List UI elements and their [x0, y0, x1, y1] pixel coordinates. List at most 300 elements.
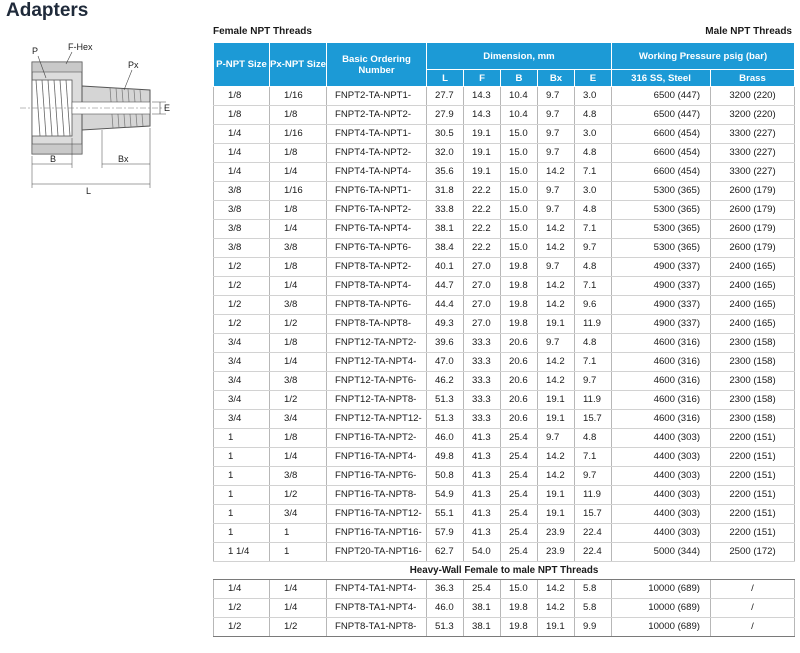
cell-dim-f: 33.3 — [464, 353, 501, 372]
cell-dim-e: 11.9 — [575, 315, 612, 334]
cell-pressure-brass: 2400 (165) — [711, 315, 795, 334]
cell-pressure-steel: 6600 (454) — [612, 144, 711, 163]
cell-ordering-number: FNPT16-TA-NPT2- — [327, 429, 427, 448]
table-row — [214, 429, 795, 448]
cell-pressure-steel: 6600 (454) — [612, 125, 711, 144]
cell-pressure-brass: 2300 (158) — [711, 334, 795, 353]
cell-dim-f: 33.3 — [464, 334, 501, 353]
cell-p-npt: 3/8 — [214, 220, 270, 239]
table-row — [214, 353, 795, 372]
cell-dim-bx: 14.2 — [538, 220, 575, 239]
cell-pressure-steel: 6500 (447) — [612, 87, 711, 106]
cell-dim-e: 9.7 — [575, 239, 612, 258]
table-row — [214, 87, 795, 106]
cell-dim-bx: 14.2 — [538, 353, 575, 372]
cell-pressure-brass: / — [711, 580, 795, 599]
cell-p-npt: 1/2 — [214, 599, 270, 618]
cell-pressure-steel: 10000 (689) — [612, 599, 711, 618]
cell-dim-l: 55.1 — [427, 505, 464, 524]
cell-ordering-number: FNPT8-TA1-NPT8- — [327, 618, 427, 637]
cell-dim-l: 51.3 — [427, 618, 464, 637]
cell-dim-e: 5.8 — [575, 580, 612, 599]
cell-dim-l: 30.5 — [427, 125, 464, 144]
label-bx: Bx — [118, 154, 129, 164]
cell-dim-l: 44.4 — [427, 296, 464, 315]
cell-dim-e: 9.7 — [575, 372, 612, 391]
cell-dim-e: 4.8 — [575, 334, 612, 353]
cell-dim-f: 54.0 — [464, 543, 501, 562]
cell-dim-bx: 14.2 — [538, 467, 575, 486]
cell-dim-b: 19.8 — [501, 315, 538, 334]
cell-p-npt: 3/8 — [214, 239, 270, 258]
cell-dim-f: 41.3 — [464, 505, 501, 524]
cell-dim-b: 25.4 — [501, 429, 538, 448]
adapter-table-container — [213, 22, 794, 637]
cell-px-npt: 3/4 — [270, 410, 327, 429]
cell-dim-l: 27.9 — [427, 106, 464, 125]
cell-dim-b: 15.0 — [501, 163, 538, 182]
cell-ordering-number: FNPT16-TA-NPT8- — [327, 486, 427, 505]
cell-pressure-steel: 5000 (344) — [612, 543, 711, 562]
cell-dim-b: 10.4 — [501, 106, 538, 125]
cell-ordering-number: FNPT8-TA-NPT8- — [327, 315, 427, 334]
cell-ordering-number: FNPT2-TA-NPT2- — [327, 106, 427, 125]
cell-px-npt: 3/8 — [270, 372, 327, 391]
cell-pressure-brass: / — [711, 599, 795, 618]
label-e: E — [164, 103, 171, 113]
cell-dim-b: 20.6 — [501, 391, 538, 410]
cell-p-npt: 1 — [214, 486, 270, 505]
cell-ordering-number: FNPT6-TA-NPT6- — [327, 239, 427, 258]
cell-dim-l: 46.0 — [427, 429, 464, 448]
header-b: B — [501, 70, 538, 87]
cell-pressure-steel: 5300 (365) — [612, 220, 711, 239]
cell-pressure-brass: 2400 (165) — [711, 258, 795, 277]
cell-px-npt: 3/8 — [270, 467, 327, 486]
cell-px-npt: 1/16 — [270, 182, 327, 201]
table-row — [214, 106, 795, 125]
cell-dim-b: 15.0 — [501, 182, 538, 201]
cell-p-npt: 1/2 — [214, 277, 270, 296]
cell-pressure-steel: 6600 (454) — [612, 163, 711, 182]
adapter-table — [213, 42, 795, 637]
cell-dim-b: 20.6 — [501, 372, 538, 391]
cell-ordering-number: FNPT12-TA-NPT2- — [327, 334, 427, 353]
cell-dim-l: 38.4 — [427, 239, 464, 258]
cell-px-npt: 1/2 — [270, 618, 327, 637]
cell-dim-bx: 14.2 — [538, 372, 575, 391]
cell-p-npt: 1/4 — [214, 163, 270, 182]
cell-p-npt: 1/2 — [214, 258, 270, 277]
cell-dim-e: 3.0 — [575, 182, 612, 201]
cell-dim-l: 27.7 — [427, 87, 464, 106]
cell-ordering-number: FNPT2-TA-NPT1- — [327, 87, 427, 106]
cell-pressure-steel: 4900 (337) — [612, 258, 711, 277]
cell-p-npt: 1/4 — [214, 125, 270, 144]
table-row — [214, 144, 795, 163]
cell-dim-l: 49.3 — [427, 315, 464, 334]
cell-ordering-number: FNPT4-TA-NPT4- — [327, 163, 427, 182]
cell-dim-bx: 19.1 — [538, 391, 575, 410]
cell-pressure-brass: 3200 (220) — [711, 106, 795, 125]
label-b: B — [50, 154, 57, 164]
cell-dim-b: 25.4 — [501, 486, 538, 505]
section-title: Heavy-Wall Female to male NPT Threads — [214, 562, 795, 580]
cell-pressure-steel: 4400 (303) — [612, 467, 711, 486]
cell-pressure-steel: 4900 (337) — [612, 315, 711, 334]
cell-px-npt: 3/4 — [270, 505, 327, 524]
cell-dim-f: 19.1 — [464, 144, 501, 163]
caption-male: Male NPT Threads — [705, 26, 792, 37]
cell-dim-f: 14.3 — [464, 106, 501, 125]
cell-dim-b: 15.0 — [501, 580, 538, 599]
cell-px-npt: 1/4 — [270, 220, 327, 239]
label-p: P — [32, 46, 39, 56]
section-header-row — [214, 562, 795, 580]
cell-pressure-steel: 4400 (303) — [612, 448, 711, 467]
cell-pressure-brass: 2600 (179) — [711, 220, 795, 239]
header-l: L — [427, 70, 464, 87]
cell-dim-l: 51.3 — [427, 391, 464, 410]
header-steel: 316 SS, Steel — [612, 70, 711, 87]
cell-dim-b: 19.8 — [501, 618, 538, 637]
cell-dim-bx: 19.1 — [538, 410, 575, 429]
adapter-diagram — [20, 38, 190, 198]
cell-pressure-brass: 2300 (158) — [711, 410, 795, 429]
cell-p-npt: 3/8 — [214, 182, 270, 201]
cell-dim-l: 46.2 — [427, 372, 464, 391]
cell-ordering-number: FNPT4-TA1-NPT4- — [327, 580, 427, 599]
cell-dim-bx: 9.7 — [538, 125, 575, 144]
table-row — [214, 448, 795, 467]
cell-pressure-brass: 2200 (151) — [711, 524, 795, 543]
cell-ordering-number: FNPT4-TA-NPT1- — [327, 125, 427, 144]
cell-dim-bx: 14.2 — [538, 296, 575, 315]
table-row — [214, 524, 795, 543]
table-row — [214, 580, 795, 599]
cell-px-npt: 1/8 — [270, 144, 327, 163]
cell-dim-e: 4.8 — [575, 144, 612, 163]
cell-px-npt: 3/8 — [270, 239, 327, 258]
cell-p-npt: 1 — [214, 467, 270, 486]
table-row — [214, 372, 795, 391]
cell-ordering-number: FNPT16-TA-NPT4- — [327, 448, 427, 467]
cell-dim-f: 38.1 — [464, 599, 501, 618]
cell-dim-b: 20.6 — [501, 334, 538, 353]
cell-dim-e: 11.9 — [575, 486, 612, 505]
cell-dim-f: 27.0 — [464, 296, 501, 315]
table-row — [214, 410, 795, 429]
cell-dim-bx: 9.7 — [538, 87, 575, 106]
cell-px-npt: 1/4 — [270, 599, 327, 618]
cell-dim-b: 19.8 — [501, 258, 538, 277]
cell-dim-f: 33.3 — [464, 391, 501, 410]
cell-pressure-brass: 2300 (158) — [711, 391, 795, 410]
cell-dim-f: 22.2 — [464, 182, 501, 201]
cell-dim-bx: 19.1 — [538, 618, 575, 637]
cell-p-npt: 3/4 — [214, 391, 270, 410]
header-ordering: Basic Ordering Number — [327, 43, 427, 87]
cell-pressure-steel: 4400 (303) — [612, 524, 711, 543]
cell-dim-l: 35.6 — [427, 163, 464, 182]
cell-pressure-brass: 3300 (227) — [711, 125, 795, 144]
cell-dim-bx: 9.7 — [538, 258, 575, 277]
cell-pressure-steel: 4600 (316) — [612, 353, 711, 372]
cell-p-npt: 1 — [214, 429, 270, 448]
cell-dim-bx: 14.2 — [538, 239, 575, 258]
table-row — [214, 391, 795, 410]
cell-dim-bx: 9.7 — [538, 201, 575, 220]
table-row — [214, 486, 795, 505]
cell-pressure-brass: 2500 (172) — [711, 543, 795, 562]
cell-dim-bx: 14.2 — [538, 448, 575, 467]
cell-pressure-brass: 2400 (165) — [711, 277, 795, 296]
table-row — [214, 599, 795, 618]
cell-p-npt: 1/4 — [214, 580, 270, 599]
cell-dim-f: 14.3 — [464, 87, 501, 106]
cell-px-npt: 1/4 — [270, 163, 327, 182]
cell-pressure-steel: 4900 (337) — [612, 296, 711, 315]
cell-dim-bx: 9.7 — [538, 429, 575, 448]
cell-dim-b: 20.6 — [501, 353, 538, 372]
table-row — [214, 618, 795, 637]
cell-dim-b: 20.6 — [501, 410, 538, 429]
cell-dim-l: 49.8 — [427, 448, 464, 467]
cell-pressure-steel: 5300 (365) — [612, 239, 711, 258]
cell-dim-bx: 19.1 — [538, 315, 575, 334]
cell-pressure-brass: 2200 (151) — [711, 448, 795, 467]
cell-dim-e: 4.8 — [575, 258, 612, 277]
cell-dim-f: 41.3 — [464, 467, 501, 486]
cell-px-npt: 1/16 — [270, 125, 327, 144]
cell-pressure-brass: 3300 (227) — [711, 163, 795, 182]
cell-dim-l: 50.8 — [427, 467, 464, 486]
header-brass: Brass — [711, 70, 795, 87]
cell-ordering-number: FNPT8-TA-NPT6- — [327, 296, 427, 315]
cell-dim-e: 9.9 — [575, 618, 612, 637]
cell-dim-e: 5.8 — [575, 599, 612, 618]
cell-pressure-steel: 4400 (303) — [612, 505, 711, 524]
cell-dim-bx: 14.2 — [538, 599, 575, 618]
cell-dim-b: 25.4 — [501, 448, 538, 467]
cell-px-npt: 1/4 — [270, 353, 327, 372]
cell-dim-f: 41.3 — [464, 448, 501, 467]
cell-pressure-brass: 2300 (158) — [711, 372, 795, 391]
cell-pressure-steel: 4600 (316) — [612, 334, 711, 353]
cell-pressure-steel: 4600 (316) — [612, 372, 711, 391]
cell-ordering-number: FNPT16-TA-NPT12- — [327, 505, 427, 524]
cell-dim-b: 15.0 — [501, 144, 538, 163]
cell-dim-e: 22.4 — [575, 543, 612, 562]
cell-dim-bx: 9.7 — [538, 106, 575, 125]
table-row — [214, 543, 795, 562]
cell-dim-l: 51.3 — [427, 410, 464, 429]
cell-ordering-number: FNPT12-TA-NPT8- — [327, 391, 427, 410]
table-row — [214, 334, 795, 353]
cell-p-npt: 3/4 — [214, 410, 270, 429]
cell-dim-e: 7.1 — [575, 448, 612, 467]
cell-pressure-brass: 2600 (179) — [711, 239, 795, 258]
cell-ordering-number: FNPT8-TA-NPT2- — [327, 258, 427, 277]
cell-dim-e: 9.6 — [575, 296, 612, 315]
cell-dim-e: 22.4 — [575, 524, 612, 543]
table-row — [214, 239, 795, 258]
cell-dim-e: 7.1 — [575, 277, 612, 296]
cell-ordering-number: FNPT8-TA-NPT4- — [327, 277, 427, 296]
header-e: E — [575, 70, 612, 87]
table-row — [214, 125, 795, 144]
cell-pressure-brass: 2600 (179) — [711, 182, 795, 201]
cell-pressure-steel: 4900 (337) — [612, 277, 711, 296]
cell-dim-e: 11.9 — [575, 391, 612, 410]
cell-p-npt: 3/4 — [214, 372, 270, 391]
cell-dim-l: 40.1 — [427, 258, 464, 277]
cell-dim-l: 38.1 — [427, 220, 464, 239]
cell-dim-b: 19.8 — [501, 277, 538, 296]
cell-dim-l: 32.0 — [427, 144, 464, 163]
cell-p-npt: 1/2 — [214, 296, 270, 315]
cell-p-npt: 1/4 — [214, 144, 270, 163]
label-l: L — [86, 186, 92, 196]
cell-dim-f: 41.3 — [464, 429, 501, 448]
cell-ordering-number: FNPT4-TA-NPT2- — [327, 144, 427, 163]
cell-dim-bx: 19.1 — [538, 505, 575, 524]
cell-dim-f: 33.3 — [464, 410, 501, 429]
cell-dim-bx: 9.7 — [538, 182, 575, 201]
cell-dim-f: 27.0 — [464, 277, 501, 296]
cell-ordering-number: FNPT12-TA-NPT4- — [327, 353, 427, 372]
cell-pressure-steel: 4600 (316) — [612, 391, 711, 410]
cell-ordering-number: FNPT6-TA-NPT1- — [327, 182, 427, 201]
cell-dim-f: 27.0 — [464, 258, 501, 277]
cell-dim-l: 46.0 — [427, 599, 464, 618]
cell-dim-bx: 9.7 — [538, 334, 575, 353]
cell-pressure-steel: 4400 (303) — [612, 486, 711, 505]
cell-dim-e: 7.1 — [575, 163, 612, 182]
cell-pressure-brass: / — [711, 618, 795, 637]
cell-px-npt: 1/2 — [270, 315, 327, 334]
cell-ordering-number: FNPT8-TA1-NPT4- — [327, 599, 427, 618]
cell-px-npt: 1/8 — [270, 429, 327, 448]
cell-dim-f: 41.3 — [464, 524, 501, 543]
label-fhex: F-Hex — [68, 42, 93, 52]
cell-px-npt: 1/8 — [270, 258, 327, 277]
cell-dim-e: 7.1 — [575, 353, 612, 372]
cell-pressure-steel: 5300 (365) — [612, 182, 711, 201]
caption-female: Female NPT Threads — [213, 26, 312, 37]
cell-dim-f: 19.1 — [464, 163, 501, 182]
cell-dim-e: 4.8 — [575, 106, 612, 125]
table-row — [214, 182, 795, 201]
cell-dim-l: 31.8 — [427, 182, 464, 201]
cell-p-npt: 1 1/4 — [214, 543, 270, 562]
cell-dim-bx: 23.9 — [538, 524, 575, 543]
cell-p-npt: 1/8 — [214, 87, 270, 106]
cell-dim-bx: 23.9 — [538, 543, 575, 562]
table-caption — [213, 22, 794, 42]
cell-px-npt: 1 — [270, 524, 327, 543]
header-p-npt: P-NPT Size — [214, 43, 270, 87]
cell-dim-e: 15.7 — [575, 505, 612, 524]
cell-px-npt: 1/8 — [270, 106, 327, 125]
cell-p-npt: 1 — [214, 505, 270, 524]
cell-dim-b: 25.4 — [501, 524, 538, 543]
cell-dim-e: 9.7 — [575, 467, 612, 486]
cell-pressure-steel: 6500 (447) — [612, 106, 711, 125]
cell-pressure-steel: 10000 (689) — [612, 618, 711, 637]
header-dimension: Dimension, mm — [427, 43, 612, 70]
cell-px-npt: 1/2 — [270, 486, 327, 505]
cell-dim-f: 38.1 — [464, 618, 501, 637]
cell-ordering-number: FNPT6-TA-NPT2- — [327, 201, 427, 220]
cell-p-npt: 1/2 — [214, 618, 270, 637]
cell-dim-e: 7.1 — [575, 220, 612, 239]
cell-dim-b: 15.0 — [501, 201, 538, 220]
cell-p-npt: 3/4 — [214, 334, 270, 353]
cell-px-npt: 1/4 — [270, 277, 327, 296]
cell-dim-f: 19.1 — [464, 125, 501, 144]
cell-dim-f: 22.2 — [464, 239, 501, 258]
table-row — [214, 201, 795, 220]
cell-dim-b: 19.8 — [501, 599, 538, 618]
table-row — [214, 220, 795, 239]
cell-dim-l: 62.7 — [427, 543, 464, 562]
page-title: Adapters — [6, 0, 89, 21]
cell-ordering-number: FNPT6-TA-NPT4- — [327, 220, 427, 239]
cell-pressure-brass: 2200 (151) — [711, 429, 795, 448]
table-row — [214, 315, 795, 334]
header-bx: Bx — [538, 70, 575, 87]
cell-dim-f: 33.3 — [464, 372, 501, 391]
cell-px-npt: 1/8 — [270, 334, 327, 353]
cell-p-npt: 1/2 — [214, 315, 270, 334]
cell-dim-f: 22.2 — [464, 220, 501, 239]
cell-dim-bx: 14.2 — [538, 277, 575, 296]
cell-px-npt: 3/8 — [270, 296, 327, 315]
cell-dim-f: 22.2 — [464, 201, 501, 220]
cell-ordering-number: FNPT16-TA-NPT16- — [327, 524, 427, 543]
cell-dim-f: 27.0 — [464, 315, 501, 334]
cell-px-npt: 1/4 — [270, 448, 327, 467]
cell-dim-b: 19.8 — [501, 296, 538, 315]
cell-dim-l: 39.6 — [427, 334, 464, 353]
cell-px-npt: 1/4 — [270, 580, 327, 599]
cell-p-npt: 1 — [214, 448, 270, 467]
cell-pressure-steel: 10000 (689) — [612, 580, 711, 599]
cell-dim-l: 54.9 — [427, 486, 464, 505]
cell-pressure-brass: 3300 (227) — [711, 144, 795, 163]
cell-dim-e: 4.8 — [575, 201, 612, 220]
cell-ordering-number: FNPT12-TA-NPT6- — [327, 372, 427, 391]
cell-px-npt: 1/2 — [270, 391, 327, 410]
cell-dim-l: 44.7 — [427, 277, 464, 296]
table-row — [214, 505, 795, 524]
header-f: F — [464, 70, 501, 87]
cell-p-npt: 3/8 — [214, 201, 270, 220]
cell-dim-bx: 14.2 — [538, 163, 575, 182]
table-row — [214, 296, 795, 315]
cell-px-npt: 1/8 — [270, 201, 327, 220]
cell-dim-b: 15.0 — [501, 239, 538, 258]
cell-dim-b: 25.4 — [501, 505, 538, 524]
cell-dim-b: 15.0 — [501, 125, 538, 144]
cell-p-npt: 1/8 — [214, 106, 270, 125]
cell-dim-l: 47.0 — [427, 353, 464, 372]
cell-dim-l: 33.8 — [427, 201, 464, 220]
cell-dim-f: 25.4 — [464, 580, 501, 599]
cell-dim-l: 36.3 — [427, 580, 464, 599]
cell-dim-b: 25.4 — [501, 543, 538, 562]
